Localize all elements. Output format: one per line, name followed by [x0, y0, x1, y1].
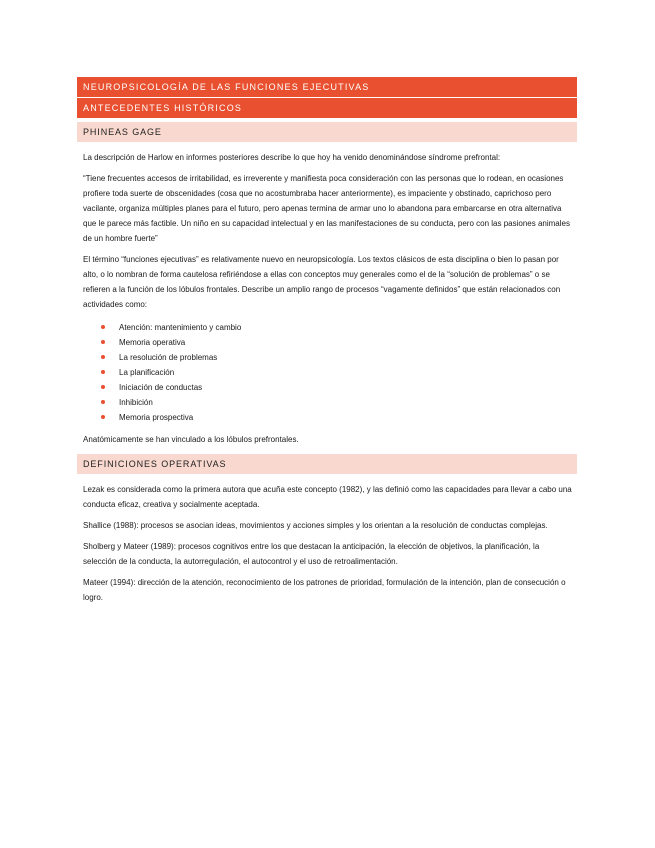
bullet-icon — [101, 325, 105, 329]
list-item — [101, 365, 577, 380]
executive-functions-paragraph: El término “funciones ejecutivas” es relativamente nuevo en neuropsicología. Los textos clásicos de esta disciplina o bien lo pasan por alto, o lo nombran de forma cautelosa refiriéndose a ellas con conceptos muy generales como el de la “solución de problemas” o se refieren a la función de los lóbulos frontales. Describe un amplio rango de procesos “vagamente definidos” que están relacionados con actividades como: — [83, 255, 561, 309]
list-item-text: La resolución de problemas — [119, 353, 218, 362]
list-item-text: Inhibición — [119, 398, 153, 407]
definition-paragraph: Shallice (1988): procesos se asocian ideas, movimientos y acciones simples y los orientan a la resolución de conductas complejas. — [83, 521, 548, 530]
document-title: NEUROPSICOLOGÍA DE LAS FUNCIONES EJECUTIVAS — [77, 77, 577, 97]
section-heading-definiciones: DEFINICIONES OPERATIVAS — [77, 454, 577, 474]
list-item-text: La planificación — [119, 368, 175, 377]
list-item — [101, 320, 577, 335]
list-item-text: Atención: mantenimiento y cambio — [119, 323, 242, 332]
definition-paragraph: Mateer (1994): dirección de la atención, reconocimiento de los patrones de prioridad, formulación de la intención, plan de consecución o logro. — [83, 578, 566, 602]
definition-paragraph: Lezak es considerada como la primera autora que acuña este concepto (1982), y las definió como las capacidades para llevar a cabo una conducta eficaz, creativa y socialmente aceptada. — [83, 485, 572, 509]
list-item — [101, 335, 577, 350]
bullet-icon — [101, 355, 105, 359]
list-item-text: Memoria prospectiva — [119, 413, 194, 422]
bullet-icon — [101, 340, 105, 344]
bullet-icon — [101, 370, 105, 374]
activities-list — [77, 320, 577, 425]
harlow-quote: “Tiene frecuentes accesos de irritabilidad, es irreverente y manifiesta poca consideración con las personas que lo rodean, en ocasiones profiere toda suerte de obscenidades (cosa que no acostumbraba hacer anteriormente), es impaciente y obstinado, caprichoso pero vacilante, organiza múltiples planes para el futuro, pero apenas termina de armar uno lo abandona para embarcarse en otra alternativa que le parece más factible. Un niño en su capacidad intelectual y en las manifestaciones de su conducta, pero con las pasiones animales de un hombre fuerte” — [83, 174, 570, 243]
document-subtitle: ANTECEDENTES HISTÓRICOS — [77, 98, 577, 118]
bullet-icon — [101, 415, 105, 419]
bullet-icon — [101, 400, 105, 404]
document-page — [77, 77, 577, 605]
section-heading-phineas-gage: PHINEAS GAGE — [77, 122, 577, 142]
intro-paragraph: La descripción de Harlow en informes posteriores describe lo que hoy ha venido denominándose síndrome prefrontal: — [83, 153, 501, 162]
list-item — [101, 395, 577, 410]
list-item — [101, 350, 577, 365]
list-item-text: Iniciación de conductas — [119, 383, 203, 392]
closing-paragraph: Anatómicamente se han vinculado a los lóbulos prefrontales. — [83, 435, 299, 444]
list-item-text: Memoria operativa — [119, 338, 186, 347]
definition-paragraph: Sholberg y Mateer (1989): procesos cognitivos entre los que destacan la anticipación, la elección de objetivos, la planificación, la selección de la conducta, la autorregulación, el autocontrol y el uso de retroalimentación. — [83, 542, 540, 566]
bullet-icon — [101, 385, 105, 389]
list-item — [101, 380, 577, 395]
list-item — [101, 410, 577, 425]
